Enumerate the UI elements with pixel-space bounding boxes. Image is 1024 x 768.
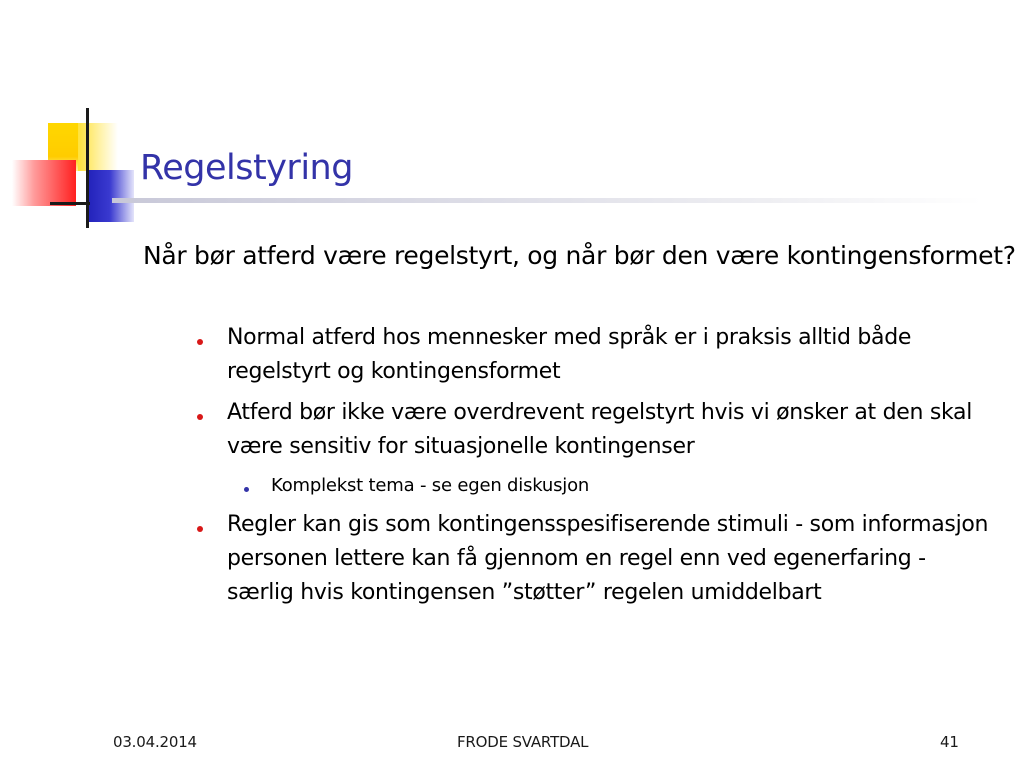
logo-yellow-fade [78,123,118,171]
bullet-icon [197,339,203,345]
footer-date: 03.04.2014 [113,733,197,751]
bullet-point-2: Atferd bør ikke være overdrevent regelstyrt hvis vi ønsker at den skal være sensitiv for situasjonelle kontingenser [227,400,973,459]
bullet-icon [197,414,203,420]
footer-page-number: 41 [940,733,959,751]
logo-vertical-line [86,108,89,228]
title-underline [112,198,982,203]
logo-horizontal-line [50,202,90,205]
intro-paragraph: Når bør atferd være regelstyrt, og når bør den være kontingensformet? [143,241,1016,270]
bullet-point-1: Normal atferd hos mennesker med språk er i praksis alltid både regelstyrt og kontingensformet [227,325,912,384]
sub-bullet-icon [244,487,249,492]
footer-author: FRODE SVARTDAL [457,733,589,751]
bullet-icon [197,526,203,532]
sub-bullet-point-1: Komplekst tema - se egen diskusjon [271,475,590,496]
slide-title: Regelstyring [140,148,353,188]
slide-logo-graphic [0,0,160,240]
bullet-point-3: Regler kan gis som kontingensspesifiserende stimuli - som informasjon personen lettere kan få gjennom en regel enn ved egenerfaring - særlig hvis kontingensen ”støtter” regelen umiddelbart [227,512,989,605]
logo-red-square [12,160,76,206]
logo-blue-square [86,170,134,222]
